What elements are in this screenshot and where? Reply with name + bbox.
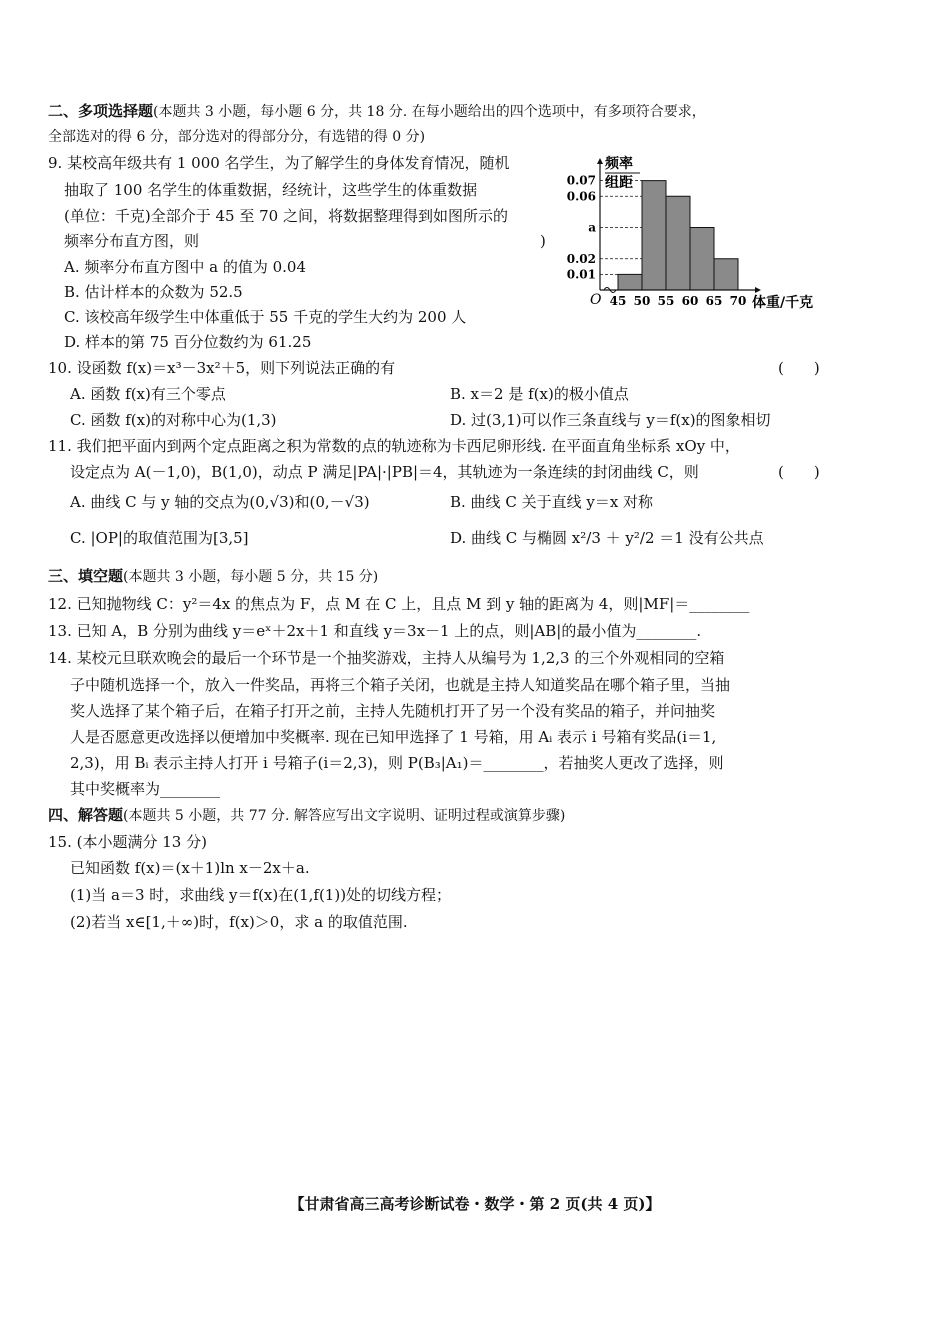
q10-option-c: C. 函数 f(x)的对称中心为(1,3) [70, 411, 277, 429]
histogram-bar-3 [690, 228, 714, 291]
y-tick-label-2: a [588, 220, 596, 235]
q11-option-b: B. 曲线 C 关于直线 y＝x 对称 [450, 493, 654, 511]
q9-answer-paren: ) [540, 232, 546, 250]
section-4-title: 四、解答题 [48, 806, 124, 824]
y-axis-label-top: 频率 [605, 156, 633, 172]
page-footer: 【甘肃省高三高考诊断试卷・数学・第 2 页(共 4 页)】 [289, 1195, 661, 1213]
q15-given: 已知函数 f(x)＝(x＋1)ln x－2x＋a. [70, 859, 310, 877]
section-3-title: 三、填空题 [48, 567, 124, 585]
frequency-histogram [560, 150, 830, 320]
x-axis-arrow [755, 287, 761, 293]
histogram-bar-4 [714, 259, 738, 290]
y-axis-label-bottom: 组距 [605, 175, 633, 191]
q14-line2: 子中随机选择一个，放入一件奖品，再将三个箱子关闭，也就是主持人知道奖品在哪个箱子里，当抽 [70, 676, 731, 694]
q9-option-a: A. 频率分布直方图中 a 的值为 0.04 [64, 258, 307, 276]
x-tick-label-5: 70 [729, 294, 747, 308]
histogram-y-ticks [567, 174, 596, 282]
q9-stem-line2: 抽取了 100 名学生的体重数据，经统计，这些学生的体重数据 [64, 181, 478, 199]
q14-line1: 14. 某校元旦联欢晚会的最后一个环节是一个抽奖游戏，主持人从编号为 1,2,3 的三个外观相同的空箱 [48, 649, 725, 667]
q9-option-c: C. 该校高年级学生中体重低于 55 千克的学生大约为 200 人 [64, 308, 467, 326]
q9-option-d: D. 样本的第 75 百分位数约为 61.25 [64, 333, 312, 351]
q13-text: 13. 已知 A，B 分别为曲线 y＝eˣ＋2x＋1 和直线 y＝3x－1 上的点，则|AB|的最小值为________. [48, 622, 702, 640]
y-tick-label-0: 0.07 [566, 173, 596, 188]
origin-label: O [590, 292, 602, 308]
q11-stem-line2: 设定点为 A(－1,0)，B(1,0)，动点 P 满足|PA|·|PB|＝4，其轨迹为一条连续的封闭曲线 C，则 [70, 463, 699, 481]
q11-option-d: D. 曲线 C 与椭圆 x²/3 ＋ y²/2 ＝1 没有公共点 [450, 529, 764, 547]
q14-line5: 2,3)，用 Bᵢ 表示主持人打开 i 号箱子(i＝2,3)，则 P(B₃|A₁)＝________，若抽奖人更改了选择，则 [70, 754, 724, 772]
q11-answer-paren: ( ) [778, 463, 820, 481]
q10-answer-paren: ( ) [778, 359, 820, 377]
x-tick-label-3: 60 [681, 294, 699, 308]
section-2-note-line1: (本题共 3 小题，每小题 6 分，共 18 分. 在每小题给出的四个选项中，有多项符合要求， [153, 104, 706, 120]
q11-option-c: C. |OP|的取值范围为[3,5] [70, 529, 249, 547]
q10-option-b: B. x＝2 是 f(x)的极小值点 [450, 385, 629, 403]
q14-line6: 其中奖概率为________ [70, 780, 221, 798]
q15-header: 15. (本小题满分 13 分) [48, 833, 207, 851]
q15-part1: (1)当 a＝3 时，求曲线 y＝f(x)在(1,f(1))处的切线方程； [70, 886, 452, 904]
q10-option-d: D. 过(3,1)可以作三条直线与 y＝f(x)的图象相切 [450, 411, 771, 429]
q11-option-a: A. 曲线 C 与 y 轴的交点为(0,√3)和(0,－√3) [70, 493, 370, 511]
section-4-note: (本题共 5 小题，共 77 分. 解答应写出文字说明、证明过程或演算步骤) [123, 808, 566, 824]
q9-option-b: B. 估计样本的众数为 52.5 [64, 283, 243, 301]
section-3-header [48, 566, 378, 587]
histogram-bar-0 [618, 274, 642, 290]
histogram-bars [618, 181, 738, 290]
q10-stem: 10. 设函数 f(x)＝x³－3x²＋5，则下列说法正确的有 [48, 359, 396, 377]
histogram-bar-2 [666, 196, 690, 290]
q9-stem-line1: 9. 某校高年级共有 1 000 名学生，为了解学生的身体发育情况，随机 [48, 154, 510, 172]
section-2-header [48, 101, 706, 122]
histogram-x-ticks [610, 294, 747, 308]
section-3-note: (本题共 3 小题，每小题 5 分，共 15 分) [123, 569, 379, 585]
x-axis-label: 体重/千克 [752, 295, 814, 311]
q11-stem-line1: 11. 我们把平面内到两个定点距离之积为常数的点的轨迹称为卡西尼卵形线. 在平面直角坐标系 xOy 中， [48, 437, 740, 455]
q9-stem-line3: (单位：千克)全部介于 45 至 70 之间，将数据整理得到如图所示的 [64, 207, 508, 225]
section-2-note-line2: 全部选对的得 6 分，部分选对的得部分分，有选错的得 0 分) [48, 129, 426, 145]
histogram-bar-1 [642, 181, 666, 290]
q15-part2: (2)若当 x∈[1,＋∞)时，f(x)＞0，求 a 的取值范围. [70, 913, 408, 931]
y-tick-label-3: 0.02 [566, 251, 596, 266]
x-tick-label-2: 55 [657, 294, 675, 308]
y-tick-label-4: 0.01 [566, 267, 596, 282]
x-tick-label-4: 65 [705, 294, 723, 308]
section-4-header [48, 805, 565, 826]
q10-option-a: A. 函数 f(x)有三个零点 [70, 385, 226, 403]
x-tick-label-1: 50 [633, 294, 651, 308]
x-tick-label-0: 45 [609, 294, 627, 308]
q14-line3: 奖人选择了某个箱子后，在箱子打开之前，主持人先随机打开了另一个没有奖品的箱子，并问抽奖 [70, 702, 716, 720]
q14-line4: 人是否愿意更改选择以便增加中奖概率. 现在已知甲选择了 1 号箱，用 Aᵢ 表示 i 号箱有奖品(i＝1, [70, 728, 717, 746]
q12-text: 12. 已知抛物线 C：y²＝4x 的焦点为 F，点 M 在 C 上，且点 M 到 y 轴的距离为 4，则|MF|＝________ [48, 595, 750, 613]
y-tick-label-1: 0.06 [566, 189, 596, 204]
y-axis-arrow [597, 158, 603, 164]
section-2-title: 二、多项选择题 [48, 102, 154, 120]
q9-stem-line4: 频率分布直方图，则 [64, 232, 200, 250]
